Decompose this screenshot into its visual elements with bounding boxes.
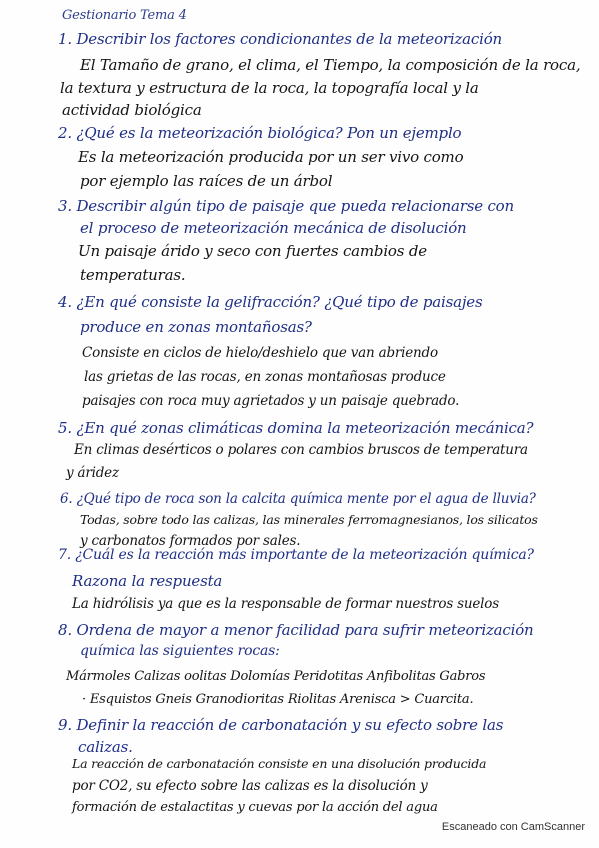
answer-line: por ejemplo las raíces de un árbol <box>80 172 333 190</box>
answer-line: El Tamaño de grano, el clima, el Tiempo, la composición de la roca, <box>80 56 581 74</box>
question-7: 7. ¿Cuál es la reacción más importante de la meteorización química? <box>58 547 534 563</box>
answer-line: por CO2, su efecto sobre las calizas es la disolución y <box>72 778 428 794</box>
document-title: Gestionario Tema 4 <box>62 8 187 23</box>
answer-line: Todas, sobre todo las calizas, las minerales ferromagnesianos, los silicatos <box>80 512 538 527</box>
question-8: 8. Ordena de mayor a menor facilidad para sufrir meteorización <box>58 621 534 639</box>
answer-line: y áridez <box>66 465 119 481</box>
answer-line: La reacción de carbonatación consiste en una disolución producida <box>72 756 487 771</box>
answer-line: formación de estalactitas y cuevas por la acción del agua <box>72 800 438 815</box>
question-3: 3. Describir algún tipo de paisaje que pueda relacionarse con <box>58 197 514 215</box>
answer-line: las grietas de las rocas, en zonas montañosas produce <box>84 369 446 385</box>
answer-line: Un paisaje árido y seco con fuertes cambios de <box>78 242 427 260</box>
question-7-cont: Razona la respuesta <box>72 572 223 590</box>
question-4: 4. ¿En qué consiste la gelifracción? ¿Qué tipo de paisajes <box>58 293 483 311</box>
question-1: 1. Describir los factores condicionantes de la meteorización <box>58 30 502 48</box>
question-8-cont: química las siguientes rocas: <box>80 643 280 659</box>
answer-line: Consiste en ciclos de hielo/deshielo que van abriendo <box>82 345 438 361</box>
answer-line: la textura y estructura de la roca, la topografía local y la <box>60 79 479 97</box>
answer-line: La hidrólisis ya que es la responsable de formar nuestros suelos <box>72 596 499 612</box>
answer-line: En climas desérticos o polares con cambios bruscos de temperatura <box>74 442 528 458</box>
question-9: 9. Definir la reacción de carbonatación y su efecto sobre las <box>58 716 504 734</box>
answer-line: · Esquistos Gneis Granodioritas Riolitas Arenisca > Cuarcita. <box>82 692 474 707</box>
question-9-cont: calizas. <box>78 738 133 756</box>
answer-line: actividad biológica <box>62 101 202 119</box>
question-6: 6. ¿Qué tipo de roca son la calcita química mente por el agua de lluvia? <box>60 491 536 507</box>
answer-line: y carbonatos formados por sales. <box>80 533 301 549</box>
question-5: 5. ¿En qué zonas climáticas domina la meteorización mecánica? <box>58 419 534 437</box>
question-2: 2. ¿Qué es la meteorización biológica? Pon un ejemplo <box>58 124 462 142</box>
answer-line: temperaturas. <box>80 266 186 284</box>
question-4-cont: produce en zonas montañosas? <box>80 318 312 336</box>
answer-line: Es la meteorización producida por un ser vivo como <box>78 148 464 166</box>
answer-line: Mármoles Calizas oolitas Dolomías Peridotitas Anfibolitas Gabros <box>66 669 486 684</box>
answer-line: paisajes con roca muy agrietados y un paisaje quebrado. <box>82 393 460 409</box>
scanner-watermark: Escaneado con CamScanner <box>441 821 585 833</box>
question-3-cont: el proceso de meteorización mecánica de disolución <box>80 219 467 237</box>
